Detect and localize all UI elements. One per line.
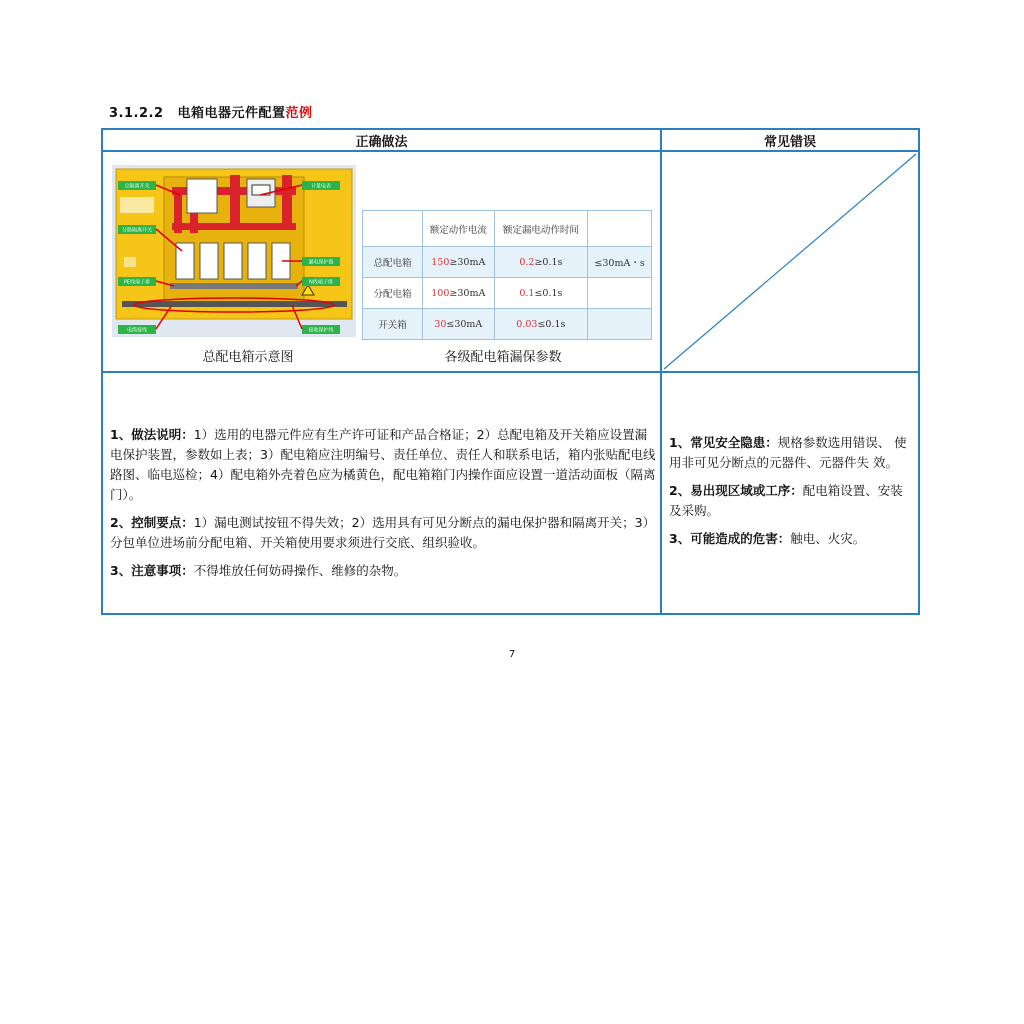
correct-practice-text	[110, 425, 656, 589]
prone-areas: 2、易出现区域或工序：配电箱设置、安装及采购。	[669, 483, 903, 518]
extra-cell: ≤30mA・s	[588, 247, 652, 278]
table-row	[363, 247, 652, 278]
illustration-caption: 总配电箱示意图	[202, 350, 294, 365]
rated-current-cell: 100≥30mA	[423, 278, 495, 309]
page-number: 7	[508, 649, 516, 660]
row-label: 开关箱	[363, 309, 423, 340]
table-row	[363, 211, 652, 247]
table-header-empty	[363, 211, 423, 247]
rated-time-cell: 0.2≥0.1s	[494, 247, 588, 278]
section-title-highlight: 范例	[285, 106, 313, 121]
svg-text:电缆接线: 电缆接线	[126, 327, 148, 334]
section-title	[109, 102, 313, 121]
extra-cell	[588, 309, 652, 340]
rated-time-cell: 0.03≤0.1s	[494, 309, 588, 340]
safety-hazards: 1、常见安全隐患：规格参数选用错误、 使用非可见分断点的元器件、元器件失 效。	[669, 435, 907, 470]
row-label: 总配电箱	[363, 247, 423, 278]
svg-text:接地保护线: 接地保护线	[308, 327, 334, 334]
table-header-time: 额定漏电动作时间	[494, 211, 588, 247]
extra-cell	[588, 278, 652, 309]
svg-text:分路隔离开关: 分路隔离开关	[121, 227, 153, 234]
precautions: 3、注意事项：不得堆放任何妨碍操作、维修的杂物。	[110, 563, 407, 578]
table-row	[363, 278, 652, 309]
section-title-text: 电箱电器元件配置	[177, 106, 286, 121]
row-label: 分配电箱	[363, 278, 423, 309]
svg-text:总隔离开关: 总隔离开关	[124, 183, 150, 190]
rated-time-cell: 0.1≤0.1s	[494, 278, 588, 309]
table-caption: 各级配电箱漏保参数	[444, 350, 562, 365]
rated-current-cell: 30≤30mA	[423, 309, 495, 340]
svg-text:计量电表: 计量电表	[310, 183, 332, 190]
svg-text:漏电保护器: 漏电保护器	[308, 259, 334, 266]
practice-description: 1、做法说明：1）选用的电器元件应有生产许可证和产品合格证；2）总配电箱及开关箱应设置漏电保护装置，参数如上表；3）配电箱应注明编号、责任单位、责任人和联系电话，箱内张贴配电线路图、临电巡检；4）配电箱外壳着色应为橘黄色，配电箱箱门内操作面应设置一道活动面板（隔离门）。	[110, 427, 656, 502]
row-divider	[101, 371, 920, 373]
common-mistakes-text	[669, 433, 911, 557]
table-row	[363, 309, 652, 340]
distribution-box-illustration	[112, 165, 356, 337]
svg-text:PE线端子排: PE线端子排	[123, 279, 151, 286]
empty-cell-diagonal	[662, 152, 918, 371]
table-header-current: 额定动作电流	[423, 211, 495, 247]
table-header-extra	[588, 211, 652, 247]
section-number: 3.1.2.2	[109, 106, 164, 121]
header-correct: 正确做法	[355, 135, 408, 150]
control-points: 2、控制要点：1）漏电测试按钮不得失效；2）选用具有可见分断点的漏电保护器和隔离开关；3）分包单位进场前分配电箱、开关箱使用要求须进行交底、组织验收。	[110, 515, 656, 550]
rated-current-cell: 150≥30mA	[423, 247, 495, 278]
svg-text:N线端子排: N线端子排	[309, 279, 333, 286]
header-mistakes: 常见错误	[763, 135, 816, 150]
leakage-parameter-table	[362, 210, 652, 340]
possible-harm: 3、可能造成的危害：触电、火灾。	[669, 531, 866, 546]
